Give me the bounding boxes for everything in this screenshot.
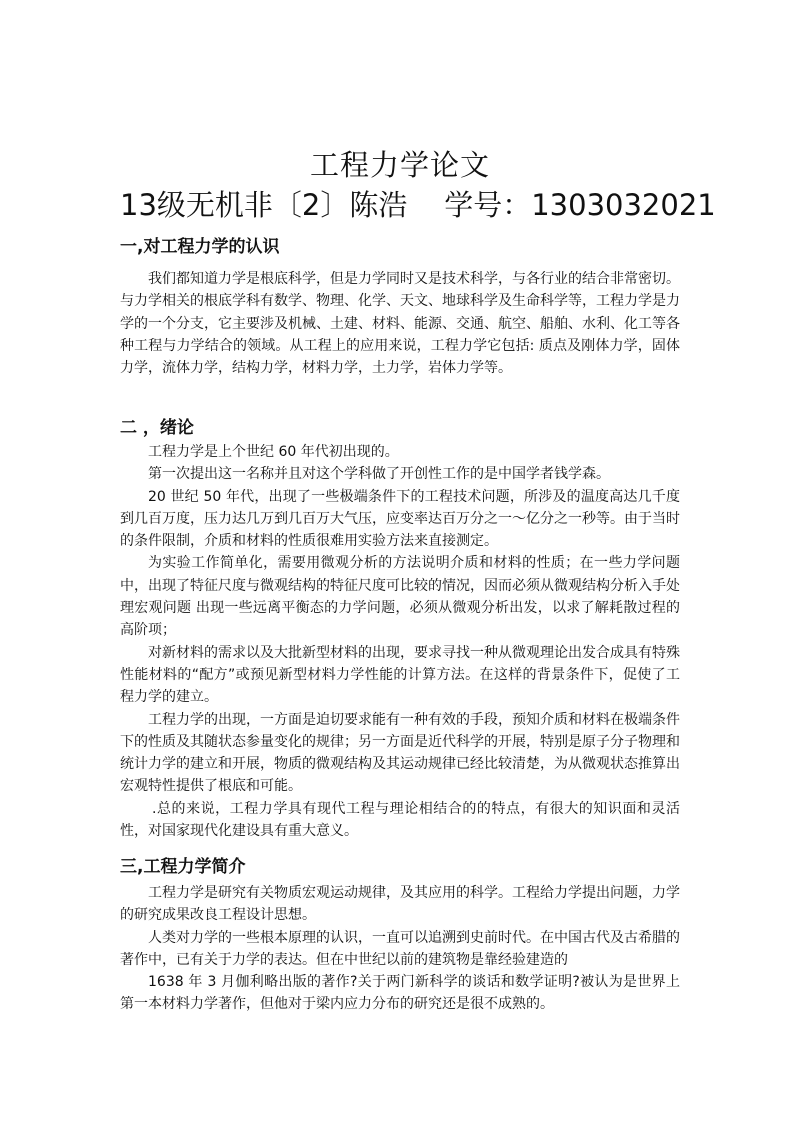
- paragraph: 为实验工作简单化，需要用微观分析的方法说明介质和材料的性质；在一些力学问题中，出现了特征尺度与微观结构的特征尺度可比较的情况，因而必须从微观结构分析入手处理宏观问题 出现一些远离平衡态的力学问题，必须从微观分析出发，以求了解耗散过程的高阶项；: [120, 555, 680, 639]
- paragraph: 第一次提出这一名称并且对这个学科做了开创性工作的是中国学者钱学森。: [148, 466, 610, 483]
- paragraph: 工程力学是研究有关物质宏观运动规律，及其应用的科学。工程给力学提出问题，力学的研究成果改良工程设计思想。: [120, 885, 680, 924]
- section-body: [120, 441, 680, 842]
- paragraph: 我们都知道力学是根底科学，但是力学同时又是技术科学，与各行业的结合非常密切。与力学相关的根底学科有数学、物理、化学、天文、地球科学及生命科学等，工程力学是力学的一个分支，它主要涉及机械、土建、材料、能源、交通、航空、船舶、水利、化工等各种工程与力学结合的领域。从工程上的应用来说，工程力学它包括: 质点及刚体力学，固体力学，流体力学，结构力学，材料力学，土力学，岩体力学等。: [120, 271, 680, 377]
- section-body: [120, 268, 680, 379]
- paragraph: .总的来说，工程力学具有现代工程与理论相结合的的特点，有很大的知识面和灵活性，对国家现代化建设具有重大意义。: [120, 800, 680, 840]
- paragraph: 对新材料的需求以及大批新型材料的出现，要求寻找一种从微观理论出发合成具有特殊性能材料的“配方”或预见新型材料力学性能的计算方法。在这样的背景条件下，促使了工程力学的建立。: [120, 644, 680, 706]
- section-heading: 一,对工程力学的认识: [120, 237, 280, 257]
- paragraph: 工程力学的出现，一方面是迫切要求能有一种有效的手段，预知介质和材料在极端条件下的性质及其随状态参量变化的规律；另一方面是近代科学的开展，特别是原子分子物理和统计力学的建立和开展，物质的微观结构及其运动规律已经比较清楚，为从微观状态推算出宏观特性提供了根底和可能。: [120, 711, 680, 795]
- paragraph: 1638 年 3 月伽利略出版的著作?关于两门新科学的谈话和数学证明?被认为是世界上第一本材料力学著作，但他对于梁内应力分布的研究还是很不成熟的。: [120, 974, 680, 1013]
- section-heading: 三,工程力学简介: [120, 857, 246, 877]
- paragraph: 20 世纪 50 年代，出现了一些极端条件下的工程技术问题，所涉及的温度高达几千度到几百万度，压力达几万到几百万大气压，应变率达百万分之一～亿分之一秒等。由于当时的条件限制，介质和材料的性质很难用实验方法来直接测定。: [120, 488, 680, 550]
- paragraph: 人类对力学的一些根本原理的认识，一直可以追溯到史前时代。在中国古代及古希腊的著作中，已有关于力学的表达。但在中世纪以前的建筑物是靠经验建造的: [120, 929, 680, 968]
- paragraph: 工程力学是上个世纪 60 年代初出现的。: [148, 444, 399, 460]
- author-line: 13级无机非〔2〕陈浩 学号：1303032021: [120, 188, 716, 222]
- section-body: [120, 882, 680, 1016]
- document-title: 工程力学论文: [309, 148, 490, 182]
- section-heading: 二 ，绪论: [120, 418, 194, 438]
